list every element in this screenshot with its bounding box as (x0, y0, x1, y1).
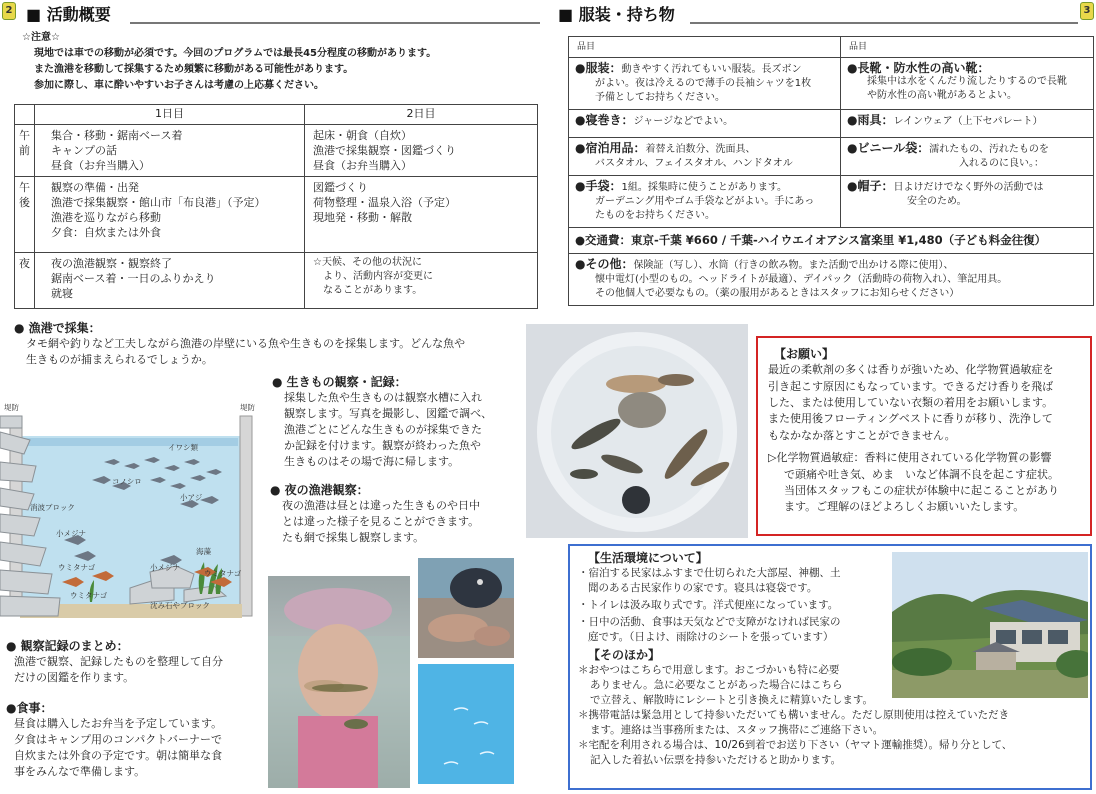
heading-meals: ●食事： (6, 701, 53, 715)
schedule-row-night (15, 253, 538, 309)
gear-row (569, 58, 1094, 110)
period-cell: 午 後 (15, 177, 35, 253)
schedule-header-day1: 1日目 (35, 105, 305, 125)
caution-line: 現地では車での移動が必須です。今回のプログラムでは最長45分程度の移動があります。 (34, 48, 437, 59)
request-title: 【お願い】 (774, 347, 835, 361)
gear-item-clothes: ●服装：動きやすく汚れてもいい服装。長ズボン がよい。夜は冷えるので薄手の長袖シャツを1枚 予備としてお持ちください。 (569, 58, 841, 110)
diagram-label: ウミタナゴ (204, 569, 242, 578)
diagram-label: コノシロ (112, 477, 142, 486)
period-cell: 夜 (15, 253, 35, 309)
gear-row (569, 138, 1094, 176)
gear-row (569, 176, 1094, 228)
diagram-label: ウミタナゴ (58, 563, 96, 572)
living-environment-box: 【生活環境について】 ・宿泊する民家はふすまで仕切られた大部屋、神棚、土 聞のある古民家作りの家です。寝具は寝袋です。 ・トイレは汲み取り式です。洋式便座になっています。 ・日中の活動、食事は天気などで支障がなければ民家の 庭です。（日よけ、雨除けのシートを張っています） 【そのほか】 ＊おやつはこちらで用意します。おこづかいも特に必要 ありません。急に必要なことがあった場合にはこちら で立替え、解散時にレシートと引き換えに精算いたします。 ＊携帯電話は緊急用として持参いただいても構いません。ただし原則使用は控えていただき ます。連絡は当事務所または、スタッフ携帯にご連絡下さい。 ＊宅配を利用される場合は、10/26到着でお送り下さい（ヤマト運輸推奨）。帰り分として、 記入した着払い伝票を持参いただけると助かります。 (568, 544, 1092, 790)
diagram-label: ウミタナゴ (70, 591, 108, 600)
caution-note (22, 30, 542, 94)
section-fishing-port: ● 漁港で採集： タモ網や釣りなど工夫しながら漁港の岸壁にいる魚や生きものを採集します。どんな魚や 生きものが捕まえられるでしょうか。 (14, 320, 524, 368)
gear-item-hat: ●帽子：日よけだけでなく野外の活動では 安全のため。 (841, 176, 1094, 228)
page-number-left: 2 (2, 2, 16, 20)
caution-line: また漁港を移動して採集するため頻繁に移動がある可能性があります。 (34, 64, 354, 75)
section-meals: ●食事： 昼食は購入したお弁当を予定しています。 夕食はキャンプ用のコンパクトバーナーで 自炊または外食の予定です。朝は簡単な食 事をみんなで準備します。 (6, 700, 262, 780)
period-cell: 午 前 (15, 125, 35, 177)
port-diagram (0, 376, 262, 620)
diagram-label: イワシ類 (168, 443, 198, 452)
request-box: 【お願い】 最近の柔軟剤の多くは香りが強いため、化学物質過敏症を 引き起こす原因にもなっています。できるだけ香りを飛ば した、または使用していない衣類の着用をお願いします。 また使用後フローティングベストに香りが移り、洗浄して もなかなか落とすことができません。 ▷化学物質過敏症：香料に使用されている化学物質の影響 で頭痛や吐き気、めま いなど体調不良を起こす症状。 当団体スタッフもこの症状が体験中に起こることがあり ます。ご理解のほどよろしくお願いいたします。 (756, 336, 1092, 536)
title-rule (130, 22, 540, 24)
section-title-overview: ■ 活動概要 (26, 5, 111, 24)
gear-item-gloves: ●手袋：1組。採集時に使うことがあります。 ガーデニング用やゴム手袋などがよい。手にあっ たものをお持ちください。 (569, 176, 841, 228)
heading-record-summary: ● 観察記録のまとめ： (6, 639, 129, 653)
section-night-observation: ● 夜の漁港観察： 夜の漁港は昼とは違った生きものや日中 とは違った様子を見ることができます。 たも網で採集し観察します。 (270, 482, 522, 546)
schedule-cell-day2: 起床・朝食（自炊） 漁港で採集観察・図鑑づくり 昼食（お弁当購入） (305, 125, 538, 177)
photo-child-aquarium (268, 576, 410, 788)
gear-item-lodging-supplies: ●宿泊用品：着替え泊数分、洗面具、 バスタオル、フェイスタオル、ハンドタオル (569, 138, 841, 176)
photo-fish-in-hand (418, 558, 514, 658)
schedule-table (14, 104, 538, 309)
photo-old-house (892, 552, 1088, 698)
caution-line: 参加に際し、車に酔いやすいお子さんは考慮の上応募ください。 (34, 80, 324, 91)
gear-col-header: 品目 (841, 37, 1094, 58)
gear-row (569, 254, 1094, 306)
gear-item-plastic-bags: ●ビニール袋：濡れたもの、汚れたものを 入れるのに良い。： (841, 138, 1094, 176)
schedule-row-afternoon (15, 177, 538, 253)
schedule-cell-day1: 夜の漁港観察・観察終了 鋸南ベース着・一日のふりかえり 就寝 (35, 253, 305, 309)
heading-fishing-port: ● 漁港で採集： (14, 321, 101, 335)
diagram-label: 小アジ (180, 493, 203, 502)
port-diagram-illustration (0, 376, 262, 620)
schedule-cell-day1: 集合・移動・鋸南ベース着 キャンプの話 昼食（お弁当購入） (35, 125, 305, 177)
schedule-header-day2: 2日目 (305, 105, 538, 125)
gear-transport-cost: ●交通費：東京-千葉 ¥660 / 千葉-ハイウエイオアシス富楽里 ¥1,480（子ども料金往復） (569, 228, 1094, 254)
schedule-cell-day2: ☆天候、その他の状況に より、活動内容が変更に なることがあります。 (305, 253, 538, 309)
schedule-cell-day1: 観察の準備・出発 漁港で採集観察・館山市「布良港」（予定） 漁港を巡りながら移動 夕食：自炊または外食 (35, 177, 305, 253)
schedule-cell-day2: 図鑑づくり 荷物整理・温泉入浴（予定） 現地発・移動・解散 (305, 177, 538, 253)
gear-item-pajamas: ●寝巻き：ジャージなどでよい。 (569, 110, 841, 138)
photo-catch-tub (526, 324, 748, 538)
section-title-clothing: ■ 服装・持ち物 (558, 5, 675, 24)
diagram-label: 沈み石やブロック (150, 601, 210, 610)
title-rule (690, 22, 1078, 24)
photo-fish-in-tank (418, 664, 514, 784)
gear-item-other: ●その他：保険証（写し）、水筒（行きの飲み物。また活動で出かける際に使用）、 懐中電灯(小型のもの。ヘッドライトが最適）、デイパック（活動時の荷物入れ）、筆記用具。 その他個人で必要なもの。（薬の服用があるときはスタッフにお知らせください） (569, 254, 1094, 306)
diagram-label: 堤防 (240, 403, 255, 412)
heading-night-observation: ● 夜の漁港観察： (270, 483, 369, 497)
caution-head: ☆注意☆ (22, 32, 60, 43)
gear-item-boots: ●長靴・防水性の高い靴： 採集中は水をくんだり流したりするので長靴 や防水性の高い靴があるとよい。 (841, 58, 1094, 110)
diagram-label: 消波ブロック (30, 503, 75, 512)
diagram-label: 堤防 (4, 403, 19, 412)
diagram-label: 小メジナ (150, 563, 180, 572)
gear-col-header: 品目 (569, 37, 841, 58)
living-title: 【生活環境について】 (588, 551, 708, 565)
clothing-items-table (568, 36, 1094, 306)
diagram-label: 海藻 (196, 547, 211, 556)
gear-row (569, 228, 1094, 254)
section-record-summary: ● 観察記録のまとめ： 漁港で観察、記録したものを整理して自分 だけの図鑑を作ります。 (6, 638, 262, 686)
gear-item-raingear: ●雨具：レインウェア（上下セパレート） (841, 110, 1094, 138)
gear-row (569, 110, 1094, 138)
section-observation: ● 生きもの観察・記録： 採集した魚や生きものは観察水槽に入れ 観察します。写真を撮影し、図鑑で調べ、 漁港ごとにどんな生きものが採集できた か記録を付けます。観察が終わった魚や 生きものはその場で海に帰します。 (272, 374, 522, 470)
diagram-label: 小メジナ (56, 529, 86, 538)
schedule-row-morning (15, 125, 538, 177)
heading-observation: ● 生きもの観察・記録： (272, 375, 407, 389)
other-title: 【そのほか】 (588, 648, 661, 663)
page-number-right: 3 (1080, 2, 1094, 20)
